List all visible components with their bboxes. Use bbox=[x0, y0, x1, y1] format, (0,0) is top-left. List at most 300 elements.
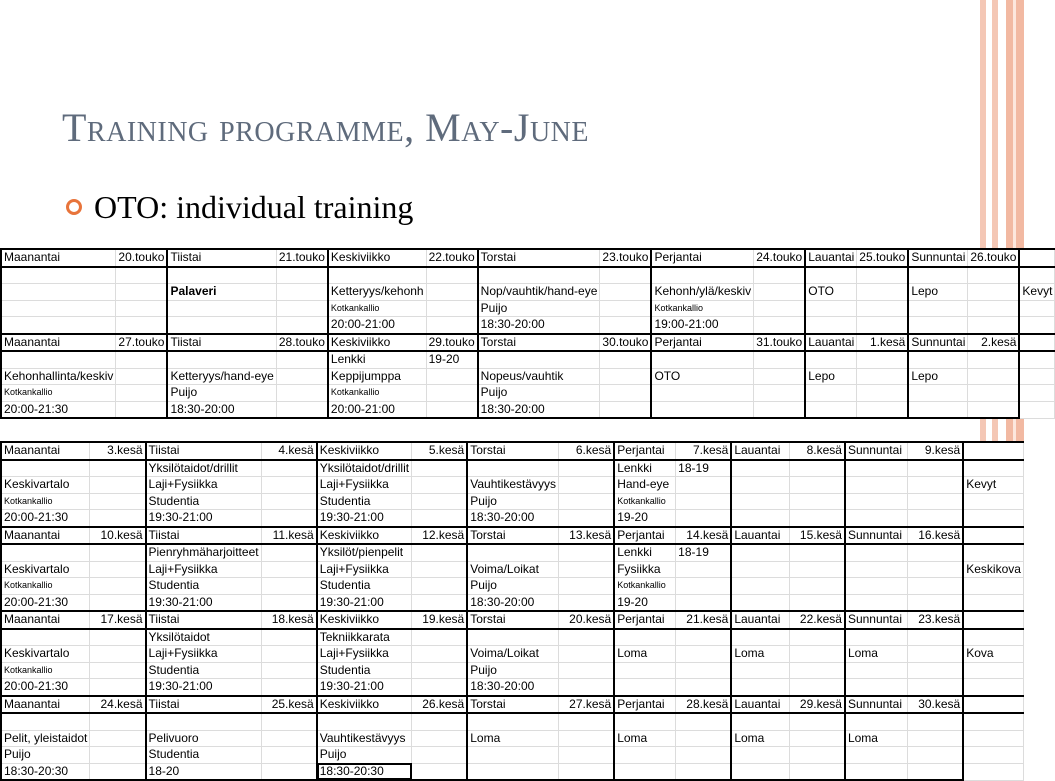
schedule-cell[interactable]: Laji+Fysiikka bbox=[146, 561, 262, 578]
schedule-cell[interactable] bbox=[651, 351, 753, 368]
intensity-cell[interactable] bbox=[1019, 267, 1055, 284]
schedule-cell[interactable] bbox=[412, 763, 468, 780]
schedule-cell[interactable] bbox=[167, 267, 276, 284]
day-name-cell[interactable]: Perjantai bbox=[614, 527, 675, 545]
schedule-cell[interactable] bbox=[478, 351, 600, 368]
day-name-cell[interactable]: Maanantai bbox=[1, 696, 90, 714]
schedule-cell[interactable] bbox=[1, 713, 90, 730]
schedule-cell[interactable] bbox=[908, 300, 968, 317]
schedule-cell[interactable] bbox=[754, 267, 806, 284]
schedule-cell[interactable]: 20:00-21:00 bbox=[328, 401, 426, 418]
schedule-cell[interactable] bbox=[908, 763, 964, 780]
schedule-cell[interactable] bbox=[261, 561, 317, 578]
schedule-cell[interactable] bbox=[600, 267, 652, 284]
schedule-cell[interactable]: Pienryhmäharjoitteet bbox=[146, 544, 262, 561]
schedule-cell[interactable] bbox=[731, 662, 789, 679]
schedule-cell[interactable]: Studentia bbox=[317, 578, 412, 595]
schedule-cell[interactable] bbox=[600, 351, 652, 368]
schedule-cell[interactable]: Yksilötaidot/drillit bbox=[146, 460, 262, 477]
schedule-cell[interactable]: Kotkankallio bbox=[1, 493, 90, 510]
schedule-cell[interactable] bbox=[276, 401, 328, 418]
schedule-cell[interactable]: Hand-eye bbox=[614, 477, 675, 494]
intensity-cell[interactable] bbox=[963, 460, 1023, 477]
schedule-cell[interactable] bbox=[845, 544, 908, 561]
schedule-cell[interactable] bbox=[90, 679, 146, 696]
schedule-cell[interactable] bbox=[676, 561, 732, 578]
schedule-cell[interactable] bbox=[116, 385, 168, 402]
intensity-cell[interactable] bbox=[963, 662, 1023, 679]
schedule-cell[interactable]: Nop/vauhtik/hand-eye bbox=[478, 284, 600, 301]
schedule-cell[interactable]: Puijo bbox=[478, 300, 600, 317]
schedule-cell[interactable] bbox=[412, 747, 468, 764]
schedule-cell[interactable] bbox=[261, 679, 317, 696]
schedule-cell[interactable]: 18:30-20:00 bbox=[478, 401, 600, 418]
schedule-cell[interactable] bbox=[731, 679, 789, 696]
schedule-cell[interactable]: Ketteryys/hand-eye bbox=[167, 368, 276, 385]
schedule-cell[interactable]: Loma bbox=[614, 730, 675, 747]
day-name-cell[interactable]: Torstai bbox=[478, 334, 600, 352]
schedule-cell[interactable] bbox=[731, 578, 789, 595]
empty-cell[interactable] bbox=[963, 442, 1023, 460]
date-cell[interactable]: 26.touko bbox=[968, 249, 1020, 267]
schedule-cell[interactable] bbox=[731, 713, 789, 730]
intensity-cell[interactable] bbox=[963, 493, 1023, 510]
schedule-cell[interactable]: Nopeus/vauhtik bbox=[478, 368, 600, 385]
schedule-cell[interactable] bbox=[426, 284, 478, 301]
schedule-cell[interactable]: Kehonh/ylä/keskiv bbox=[651, 284, 753, 301]
schedule-cell[interactable]: Lepo bbox=[908, 284, 968, 301]
schedule-cell[interactable] bbox=[908, 544, 964, 561]
schedule-cell[interactable] bbox=[426, 385, 478, 402]
schedule-cell[interactable] bbox=[789, 493, 845, 510]
schedule-cell[interactable] bbox=[90, 662, 146, 679]
day-name-cell[interactable]: Tiistai bbox=[146, 527, 262, 545]
schedule-cell[interactable]: Lepo bbox=[908, 368, 968, 385]
schedule-cell[interactable] bbox=[116, 351, 168, 368]
schedule-cell[interactable] bbox=[908, 477, 964, 494]
schedule-cell[interactable] bbox=[261, 629, 317, 646]
schedule-cell[interactable]: 19-20 bbox=[426, 351, 478, 368]
schedule-cell[interactable]: Loma bbox=[614, 646, 675, 663]
schedule-cell[interactable] bbox=[559, 561, 615, 578]
schedule-cell[interactable] bbox=[651, 401, 753, 418]
schedule-cell[interactable] bbox=[789, 477, 845, 494]
schedule-cell[interactable]: 20:00-21:00 bbox=[328, 317, 426, 334]
date-cell[interactable]: 29.touko bbox=[426, 334, 478, 352]
schedule-cell[interactable] bbox=[116, 300, 168, 317]
schedule-cell[interactable] bbox=[908, 401, 968, 418]
schedule-cell[interactable] bbox=[908, 747, 964, 764]
schedule-cell[interactable] bbox=[845, 662, 908, 679]
schedule-cell[interactable] bbox=[789, 679, 845, 696]
intensity-cell[interactable] bbox=[1019, 385, 1055, 402]
schedule-cell[interactable] bbox=[908, 594, 964, 611]
schedule-cell[interactable] bbox=[90, 747, 146, 764]
date-cell[interactable]: 14.kesä bbox=[676, 527, 732, 545]
schedule-cell[interactable] bbox=[261, 477, 317, 494]
schedule-cell[interactable] bbox=[467, 763, 558, 780]
schedule-cell[interactable] bbox=[805, 317, 857, 334]
schedule-cell[interactable] bbox=[467, 713, 558, 730]
schedule-cell[interactable] bbox=[116, 368, 168, 385]
schedule-cell[interactable] bbox=[857, 385, 909, 402]
schedule-cell[interactable] bbox=[261, 730, 317, 747]
schedule-cell[interactable] bbox=[600, 401, 652, 418]
schedule-cell[interactable] bbox=[789, 578, 845, 595]
schedule-cell[interactable]: OTO bbox=[805, 284, 857, 301]
schedule-cell[interactable] bbox=[908, 317, 968, 334]
schedule-cell[interactable] bbox=[614, 763, 675, 780]
schedule-cell[interactable] bbox=[676, 662, 732, 679]
schedule-cell[interactable]: 18:30-20:00 bbox=[467, 510, 558, 527]
schedule-cell[interactable] bbox=[426, 317, 478, 334]
schedule-cell[interactable] bbox=[845, 594, 908, 611]
date-cell[interactable]: 25.touko bbox=[857, 249, 909, 267]
schedule-cell[interactable] bbox=[845, 561, 908, 578]
schedule-cell[interactable] bbox=[614, 629, 675, 646]
schedule-cell[interactable] bbox=[968, 351, 1020, 368]
schedule-cell[interactable] bbox=[261, 493, 317, 510]
date-cell[interactable]: 19.kesä bbox=[412, 611, 468, 629]
date-cell[interactable]: 29.kesä bbox=[789, 696, 845, 714]
schedule-cell[interactable] bbox=[845, 763, 908, 780]
schedule-cell[interactable]: Studentia bbox=[146, 747, 262, 764]
date-cell[interactable]: 21.touko bbox=[276, 249, 328, 267]
schedule-cell[interactable]: Laji+Fysiikka bbox=[146, 477, 262, 494]
date-cell[interactable]: 4.kesä bbox=[261, 442, 317, 460]
schedule-cell[interactable] bbox=[908, 646, 964, 663]
schedule-cell[interactable] bbox=[676, 629, 732, 646]
schedule-cell[interactable]: 18:30-20:00 bbox=[167, 401, 276, 418]
schedule-cell[interactable] bbox=[90, 646, 146, 663]
schedule-cell[interactable] bbox=[90, 477, 146, 494]
schedule-cell[interactable] bbox=[789, 544, 845, 561]
schedule-cell[interactable] bbox=[600, 385, 652, 402]
schedule-cell[interactable]: 20:00-21:30 bbox=[1, 594, 90, 611]
schedule-cell[interactable] bbox=[167, 300, 276, 317]
schedule-cell[interactable]: Kotkankallio bbox=[328, 385, 426, 402]
schedule-cell[interactable] bbox=[261, 460, 317, 477]
date-cell[interactable]: 5.kesä bbox=[412, 442, 468, 460]
schedule-cell[interactable] bbox=[614, 713, 675, 730]
schedule-cell[interactable] bbox=[614, 662, 675, 679]
schedule-cell[interactable]: Keppijumppa bbox=[328, 368, 426, 385]
schedule-cell[interactable] bbox=[600, 317, 652, 334]
intensity-cell[interactable] bbox=[963, 747, 1023, 764]
intensity-cell[interactable] bbox=[963, 730, 1023, 747]
schedule-cell[interactable]: Kotkankallio bbox=[328, 300, 426, 317]
schedule-cell[interactable]: Studentia bbox=[146, 578, 262, 595]
schedule-cell[interactable] bbox=[789, 662, 845, 679]
schedule-cell[interactable] bbox=[1, 300, 116, 317]
schedule-cell[interactable] bbox=[651, 385, 753, 402]
schedule-cell[interactable] bbox=[1, 629, 90, 646]
schedule-cell[interactable]: Loma bbox=[467, 730, 558, 747]
schedule-cell[interactable] bbox=[412, 477, 468, 494]
date-cell[interactable]: 9.kesä bbox=[908, 442, 964, 460]
schedule-cell[interactable] bbox=[559, 477, 615, 494]
schedule-cell[interactable]: 18:30-20:00 bbox=[467, 594, 558, 611]
empty-cell[interactable] bbox=[963, 611, 1023, 629]
schedule-cell[interactable]: 19-20 bbox=[614, 510, 675, 527]
schedule-cell[interactable] bbox=[908, 713, 964, 730]
intensity-cell[interactable] bbox=[963, 679, 1023, 696]
schedule-cell[interactable] bbox=[845, 477, 908, 494]
schedule-cell[interactable] bbox=[731, 561, 789, 578]
schedule-cell[interactable] bbox=[412, 662, 468, 679]
day-name-cell[interactable]: Perjantai bbox=[614, 696, 675, 714]
schedule-cell[interactable] bbox=[857, 317, 909, 334]
schedule-cell[interactable] bbox=[426, 300, 478, 317]
schedule-cell[interactable] bbox=[731, 763, 789, 780]
schedule-cell[interactable] bbox=[167, 351, 276, 368]
empty-cell[interactable] bbox=[1019, 334, 1055, 352]
schedule-cell[interactable]: Lenkki bbox=[614, 460, 675, 477]
schedule-cell[interactable] bbox=[467, 629, 558, 646]
day-name-cell[interactable]: Keskiviikko bbox=[328, 334, 426, 352]
day-name-cell[interactable]: Maanantai bbox=[1, 611, 90, 629]
schedule-cell[interactable]: Kotkankallio bbox=[1, 578, 90, 595]
schedule-cell[interactable] bbox=[478, 267, 600, 284]
date-cell[interactable]: 6.kesä bbox=[559, 442, 615, 460]
schedule-cell[interactable] bbox=[754, 284, 806, 301]
date-cell[interactable]: 30.touko bbox=[600, 334, 652, 352]
schedule-cell[interactable] bbox=[805, 267, 857, 284]
schedule-cell[interactable]: Voima/Loikat bbox=[467, 646, 558, 663]
day-name-cell[interactable]: Maanantai bbox=[1, 334, 116, 352]
date-cell[interactable]: 20.touko bbox=[116, 249, 168, 267]
intensity-cell[interactable]: Kova bbox=[963, 646, 1023, 663]
date-cell[interactable]: 22.touko bbox=[426, 249, 478, 267]
schedule-cell[interactable]: 20:00-21:30 bbox=[1, 510, 90, 527]
schedule-cell[interactable]: Laji+Fysiikka bbox=[146, 646, 262, 663]
schedule-cell[interactable] bbox=[426, 401, 478, 418]
day-name-cell[interactable]: Lauantai bbox=[731, 442, 789, 460]
day-name-cell[interactable]: Torstai bbox=[467, 696, 558, 714]
date-cell[interactable]: 24.touko bbox=[754, 249, 806, 267]
schedule-cell[interactable]: Yksilötaidot/drillit bbox=[317, 460, 412, 477]
day-name-cell[interactable]: Torstai bbox=[467, 611, 558, 629]
day-name-cell[interactable]: Lauantai bbox=[731, 527, 789, 545]
schedule-cell[interactable]: Studentia bbox=[146, 662, 262, 679]
day-name-cell[interactable]: Tiistai bbox=[167, 249, 276, 267]
schedule-cell[interactable] bbox=[276, 385, 328, 402]
schedule-cell[interactable] bbox=[90, 493, 146, 510]
schedule-cell[interactable] bbox=[908, 662, 964, 679]
schedule-cell[interactable]: Vauhtikestävyys bbox=[317, 730, 412, 747]
intensity-cell[interactable] bbox=[1019, 401, 1055, 418]
day-name-cell[interactable]: Maanantai bbox=[1, 442, 90, 460]
intensity-cell[interactable]: Keskikova bbox=[963, 561, 1023, 578]
date-cell[interactable]: 8.kesä bbox=[789, 442, 845, 460]
day-name-cell[interactable]: Sunnuntai bbox=[845, 696, 908, 714]
schedule-cell[interactable]: 18:30-20:00 bbox=[467, 679, 558, 696]
schedule-cell[interactable] bbox=[754, 317, 806, 334]
schedule-cell[interactable] bbox=[845, 493, 908, 510]
intensity-cell[interactable] bbox=[963, 544, 1023, 561]
schedule-cell[interactable] bbox=[857, 401, 909, 418]
schedule-cell[interactable] bbox=[412, 713, 468, 730]
schedule-cell[interactable] bbox=[90, 510, 146, 527]
schedule-cell[interactable] bbox=[559, 629, 615, 646]
day-name-cell[interactable]: Sunnuntai bbox=[908, 249, 968, 267]
schedule-cell[interactable] bbox=[328, 267, 426, 284]
schedule-cell[interactable]: 19:30-21:00 bbox=[146, 679, 262, 696]
schedule-cell[interactable] bbox=[908, 510, 964, 527]
empty-cell[interactable] bbox=[963, 527, 1023, 545]
day-name-cell[interactable]: Perjantai bbox=[651, 334, 753, 352]
date-cell[interactable]: 15.kesä bbox=[789, 527, 845, 545]
day-name-cell[interactable]: Tiistai bbox=[146, 611, 262, 629]
schedule-cell[interactable]: Kotkankallio bbox=[651, 300, 753, 317]
schedule-cell[interactable] bbox=[559, 646, 615, 663]
intensity-cell[interactable] bbox=[963, 763, 1023, 780]
schedule-cell[interactable] bbox=[845, 747, 908, 764]
schedule-cell[interactable] bbox=[805, 351, 857, 368]
schedule-cell[interactable] bbox=[857, 351, 909, 368]
schedule-cell[interactable] bbox=[276, 317, 328, 334]
schedule-cell[interactable] bbox=[559, 578, 615, 595]
day-name-cell[interactable]: Perjantai bbox=[651, 249, 753, 267]
schedule-cell[interactable]: 18-19 bbox=[676, 544, 732, 561]
schedule-cell[interactable] bbox=[261, 747, 317, 764]
schedule-cell[interactable] bbox=[968, 267, 1020, 284]
day-name-cell[interactable]: Maanantai bbox=[1, 249, 116, 267]
schedule-cell[interactable] bbox=[276, 351, 328, 368]
schedule-cell[interactable] bbox=[412, 578, 468, 595]
schedule-cell[interactable]: Kotkankallio bbox=[614, 493, 675, 510]
schedule-cell[interactable]: Puijo bbox=[467, 493, 558, 510]
schedule-cell[interactable] bbox=[1, 317, 116, 334]
schedule-cell[interactable]: 19:30-21:00 bbox=[317, 679, 412, 696]
schedule-cell[interactable] bbox=[968, 401, 1020, 418]
schedule-cell[interactable] bbox=[789, 730, 845, 747]
schedule-cell[interactable] bbox=[600, 284, 652, 301]
day-name-cell[interactable]: Keskiviikko bbox=[317, 527, 412, 545]
schedule-cell[interactable] bbox=[90, 713, 146, 730]
day-name-cell[interactable]: Perjantai bbox=[614, 442, 675, 460]
day-name-cell[interactable]: Lauantai bbox=[805, 249, 857, 267]
schedule-cell[interactable] bbox=[261, 713, 317, 730]
schedule-cell[interactable] bbox=[90, 629, 146, 646]
schedule-cell[interactable]: Fysiikka bbox=[614, 561, 675, 578]
schedule-cell[interactable] bbox=[276, 368, 328, 385]
day-name-cell[interactable]: Lauantai bbox=[731, 611, 789, 629]
intensity-cell[interactable]: Kevyt bbox=[963, 477, 1023, 494]
schedule-cell[interactable] bbox=[559, 763, 615, 780]
schedule-cell[interactable] bbox=[412, 544, 468, 561]
empty-cell[interactable] bbox=[1019, 249, 1055, 267]
schedule-cell[interactable] bbox=[426, 368, 478, 385]
schedule-cell[interactable] bbox=[600, 368, 652, 385]
schedule-cell[interactable] bbox=[317, 713, 412, 730]
schedule-cell[interactable] bbox=[845, 460, 908, 477]
schedule-cell[interactable] bbox=[261, 578, 317, 595]
schedule-cell[interactable]: Pelit, yleistaidot bbox=[1, 730, 90, 747]
schedule-cell[interactable] bbox=[467, 460, 558, 477]
day-name-cell[interactable]: Keskiviikko bbox=[317, 696, 412, 714]
schedule-cell[interactable] bbox=[559, 493, 615, 510]
schedule-cell[interactable]: 19-20 bbox=[614, 594, 675, 611]
schedule-cell[interactable] bbox=[676, 594, 732, 611]
schedule-cell[interactable] bbox=[731, 460, 789, 477]
schedule-cell[interactable] bbox=[789, 646, 845, 663]
schedule-cell[interactable]: 18-20 bbox=[146, 763, 262, 780]
schedule-cell[interactable] bbox=[261, 763, 317, 780]
schedule-cell[interactable]: Yksilötaidot bbox=[146, 629, 262, 646]
schedule-cell[interactable] bbox=[276, 284, 328, 301]
intensity-cell[interactable] bbox=[963, 629, 1023, 646]
intensity-cell[interactable] bbox=[963, 713, 1023, 730]
schedule-cell[interactable] bbox=[261, 662, 317, 679]
schedule-cell[interactable] bbox=[467, 544, 558, 561]
schedule-cell[interactable]: Loma bbox=[731, 730, 789, 747]
schedule-cell[interactable] bbox=[968, 284, 1020, 301]
schedule-cell[interactable] bbox=[731, 629, 789, 646]
schedule-cell[interactable] bbox=[789, 763, 845, 780]
schedule-cell[interactable] bbox=[559, 662, 615, 679]
schedule-cell[interactable]: 19:30-21:00 bbox=[317, 510, 412, 527]
schedule-cell[interactable] bbox=[731, 477, 789, 494]
schedule-cell[interactable]: Laji+Fysiikka bbox=[317, 646, 412, 663]
schedule-cell[interactable] bbox=[857, 368, 909, 385]
date-cell[interactable]: 27.touko bbox=[116, 334, 168, 352]
schedule-cell[interactable] bbox=[146, 713, 262, 730]
schedule-cell[interactable] bbox=[789, 510, 845, 527]
schedule-cell[interactable] bbox=[908, 351, 968, 368]
schedule-cell[interactable] bbox=[968, 300, 1020, 317]
schedule-cell[interactable] bbox=[412, 561, 468, 578]
schedule-cell[interactable]: Lenkki bbox=[328, 351, 426, 368]
schedule-cell[interactable] bbox=[731, 544, 789, 561]
day-name-cell[interactable]: Sunnuntai bbox=[845, 442, 908, 460]
schedule-cell[interactable]: Kotkankallio bbox=[1, 662, 90, 679]
schedule-cell[interactable] bbox=[845, 679, 908, 696]
date-cell[interactable]: 23.touko bbox=[600, 249, 652, 267]
intensity-cell[interactable] bbox=[1019, 351, 1055, 368]
date-cell[interactable]: 24.kesä bbox=[90, 696, 146, 714]
schedule-cell[interactable] bbox=[731, 493, 789, 510]
schedule-cell[interactable]: Keskivartalo bbox=[1, 646, 90, 663]
schedule-cell[interactable] bbox=[968, 368, 1020, 385]
schedule-cell[interactable]: 19:00-21:00 bbox=[651, 317, 753, 334]
schedule-cell[interactable] bbox=[789, 561, 845, 578]
schedule-cell[interactable] bbox=[116, 267, 168, 284]
intensity-cell[interactable]: Kevyt bbox=[1019, 284, 1055, 301]
schedule-cell[interactable]: Puijo bbox=[1, 747, 90, 764]
day-name-cell[interactable]: Keskiviikko bbox=[328, 249, 426, 267]
intensity-cell[interactable] bbox=[1019, 317, 1055, 334]
schedule-cell[interactable] bbox=[754, 368, 806, 385]
schedule-cell[interactable]: Kotkankallio bbox=[1, 385, 116, 402]
schedule-cell[interactable] bbox=[90, 594, 146, 611]
schedule-cell[interactable] bbox=[731, 747, 789, 764]
day-name-cell[interactable]: Sunnuntai bbox=[845, 611, 908, 629]
schedule-cell[interactable] bbox=[968, 385, 1020, 402]
date-cell[interactable]: 31.touko bbox=[754, 334, 806, 352]
schedule-cell[interactable]: 20:00-21:30 bbox=[1, 401, 116, 418]
day-name-cell[interactable]: Tiistai bbox=[167, 334, 276, 352]
schedule-cell[interactable] bbox=[412, 629, 468, 646]
schedule-cell[interactable] bbox=[116, 284, 168, 301]
schedule-cell[interactable] bbox=[559, 713, 615, 730]
date-cell[interactable]: 28.touko bbox=[276, 334, 328, 352]
schedule-cell[interactable] bbox=[261, 646, 317, 663]
date-cell[interactable]: 13.kesä bbox=[559, 527, 615, 545]
day-name-cell[interactable]: Keskiviikko bbox=[317, 611, 412, 629]
schedule-cell[interactable]: 20:00-21:30 bbox=[1, 679, 90, 696]
schedule-cell[interactable] bbox=[676, 747, 732, 764]
